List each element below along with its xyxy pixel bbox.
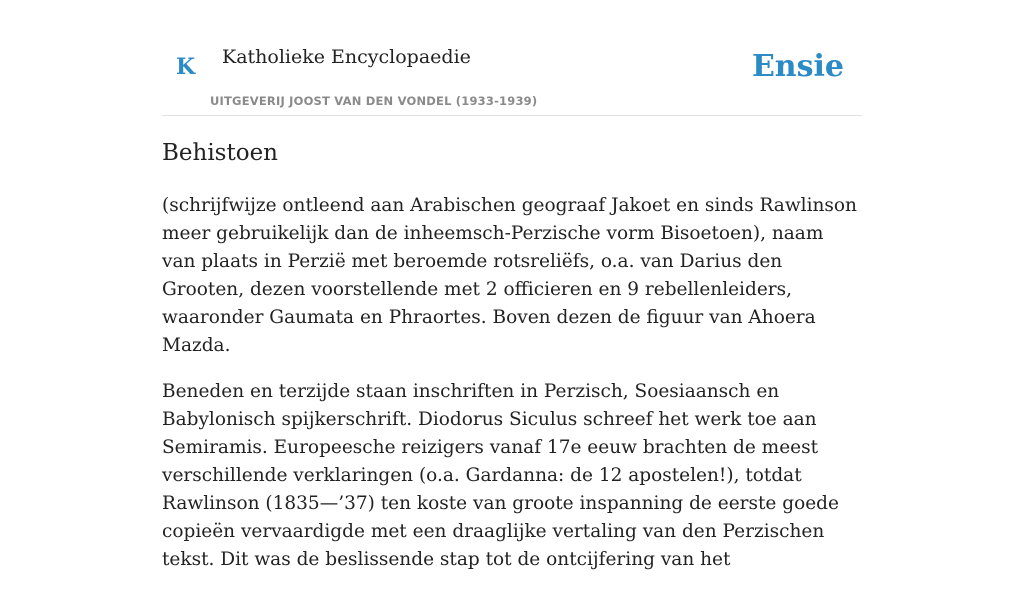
body-paragraph: Beneden en terzijde staan inschriften in Perzisch, Soesiaansch en Babylonisch spijkerschrift. Diodorus Siculus schreef het werk toe aan Semiramis. Europeesche reizigers vanaf 17e eeuw brachten de meest verschillende verklaringen (o.a. Gardanna: de 12 apostelen!), totdat Rawlinson (1835—’37) ten koste van groote inspanning de eerste goede copieën vervaardigde met een draaglijke vertaling van den Perzischen tekst. Dit was de beslissende stap tot de ontcijfering van het [162,381,839,570]
ensie-logo-link[interactable]: Ensie [751,49,844,84]
site-header [162,0,862,116]
publication-title[interactable]: Katholieke Encyclopaedie [222,46,471,68]
entry-body [162,192,862,592]
publisher-subtitle: UITGEVERIJ JOOST VAN DEN VONDEL (1933-1939) [210,94,538,108]
body-paragraph: (schrijfwijze ontleend aan Arabischen geograaf Jakoet en sinds Rawlinson meer gebruikelijk dan de inheemsch-Perzische vorm Bisoetoen), naam van plaats in Perzië met beroemde rotsreliëfs, o.a. van Darius den Grooten, dezen voorstellende met 2 officieren en 9 rebellenleiders, waaronder Gaumata en Phraortes. Boven dezen de figuur van Ahoera Mazda. [162,195,857,356]
entry-title: Behistoen [162,140,278,166]
encyclopedia-logo-icon[interactable]: K [176,54,196,80]
